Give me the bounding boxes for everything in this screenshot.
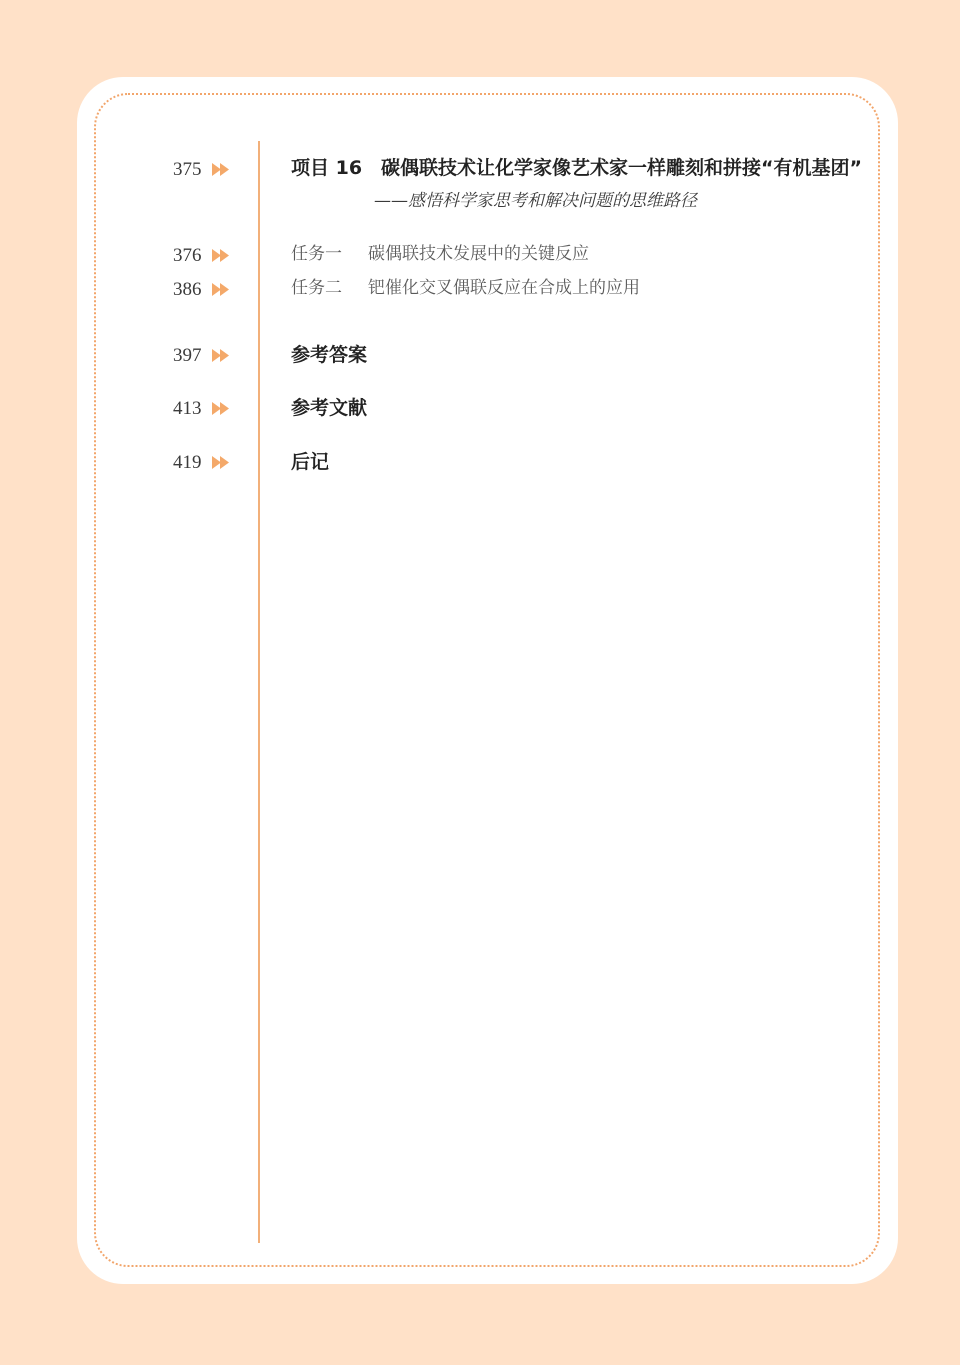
task-text — [291, 246, 589, 263]
project-title: 项目 16 碳偶联技术让化学家像艺术家一样雕刻和拼接“有机基团” — [291, 157, 863, 179]
project-subtitle: ——感悟科学家思考和解决问题的思维路径 — [374, 191, 697, 211]
page-number: 397 — [173, 345, 202, 366]
double-chevron-right-icon — [212, 402, 230, 415]
section-title: 后记 — [291, 451, 330, 473]
task-title: 钯催化交叉偶联反应在合成上的应用 — [368, 278, 640, 298]
section-title: 参考文献 — [291, 397, 368, 419]
page-number: 413 — [173, 398, 202, 419]
double-chevron-right-icon — [212, 349, 230, 362]
task-label: 任务二 — [291, 278, 342, 298]
task-label: 任务一 — [291, 244, 342, 264]
page-number: 375 — [173, 159, 202, 180]
dotted-border — [94, 93, 880, 1267]
double-chevron-right-icon — [212, 249, 230, 262]
section-title: 参考答案 — [291, 344, 368, 366]
task-title: 碳偶联技术发展中的关键反应 — [368, 244, 589, 264]
divider-line — [258, 141, 260, 1243]
double-chevron-right-icon — [212, 456, 230, 469]
page-number: 376 — [173, 245, 202, 266]
task-text — [291, 280, 640, 297]
double-chevron-right-icon — [212, 163, 230, 176]
double-chevron-right-icon — [212, 283, 230, 296]
page-number: 419 — [173, 452, 202, 473]
page-number: 386 — [173, 279, 202, 300]
